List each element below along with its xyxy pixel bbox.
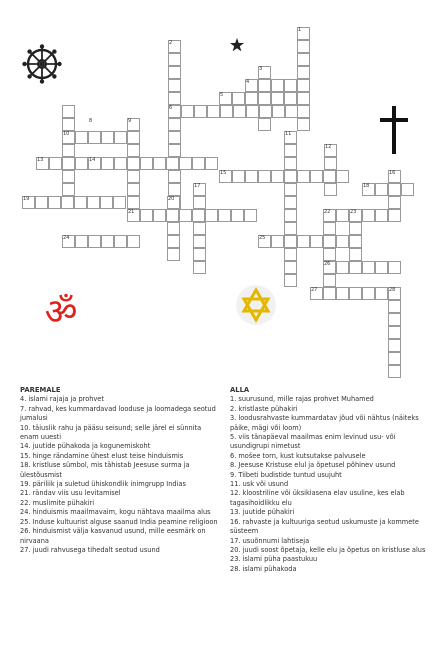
grid-cell[interactable] bbox=[140, 157, 153, 170]
grid-cell[interactable] bbox=[114, 235, 127, 248]
grid-cell[interactable] bbox=[349, 287, 362, 300]
grid-cell[interactable] bbox=[127, 235, 140, 248]
grid-cell[interactable] bbox=[284, 79, 297, 92]
grid-cell[interactable] bbox=[323, 222, 336, 235]
grid-cell[interactable] bbox=[284, 261, 297, 274]
clue-item: 11. usk või usund bbox=[230, 480, 289, 489]
grid-cell[interactable] bbox=[193, 222, 206, 235]
crescent-star-icon bbox=[203, 30, 251, 76]
grid-cell[interactable] bbox=[284, 170, 297, 183]
grid-cell[interactable] bbox=[323, 274, 336, 287]
latin-cross-icon bbox=[377, 104, 411, 156]
grid-cell[interactable] bbox=[74, 196, 87, 209]
grid-cell[interactable] bbox=[192, 157, 205, 170]
grid-cell[interactable] bbox=[336, 209, 349, 222]
grid-cell[interactable] bbox=[181, 105, 194, 118]
grid-cell[interactable] bbox=[168, 92, 181, 105]
grid-cell[interactable] bbox=[297, 79, 310, 92]
grid-cell[interactable] bbox=[193, 261, 206, 274]
clue-item: 21. rändav viis usu levitamisel bbox=[20, 489, 121, 498]
star-of-david-icon bbox=[234, 283, 278, 327]
grid-cell[interactable] bbox=[324, 157, 337, 170]
grid-cell[interactable] bbox=[207, 105, 220, 118]
clue-number: 16 bbox=[389, 170, 396, 176]
clue-number: 6 bbox=[169, 105, 173, 111]
grid-cell[interactable] bbox=[233, 105, 246, 118]
grid-cell[interactable] bbox=[168, 144, 181, 157]
clue-item: 27. juudi rahvusega tihedalt seotud usund bbox=[20, 545, 160, 554]
grid-cell[interactable] bbox=[167, 222, 180, 235]
grid-cell[interactable] bbox=[284, 92, 297, 105]
svg-text:ॐ: ॐ bbox=[44, 292, 78, 332]
grid-cell[interactable] bbox=[231, 209, 244, 222]
grid-cell[interactable] bbox=[232, 170, 245, 183]
grid-cell[interactable] bbox=[192, 209, 205, 222]
grid-cell[interactable] bbox=[168, 118, 181, 131]
grid-cell[interactable] bbox=[246, 105, 259, 118]
grid-cell[interactable] bbox=[168, 170, 181, 183]
grid-cell[interactable] bbox=[271, 92, 284, 105]
clue-number: 12 bbox=[325, 144, 332, 150]
grid-cell[interactable] bbox=[375, 287, 388, 300]
across-clues bbox=[20, 386, 218, 555]
clue-item: 4. islami rajaja ja prohvet bbox=[20, 395, 104, 404]
grid-cell[interactable] bbox=[375, 209, 388, 222]
grid-cell[interactable] bbox=[49, 157, 62, 170]
grid-cell[interactable] bbox=[375, 261, 388, 274]
grid-cell[interactable] bbox=[168, 53, 181, 66]
grid-cell[interactable] bbox=[168, 131, 181, 144]
clue-item: 8. Jeesuse Kristuse elul ja õpetusel põhinev usund bbox=[230, 461, 396, 470]
clue-item: 18. kristluse sümbol, mis tähistab Jeesuse surma ja ülestõusmist bbox=[20, 461, 190, 479]
grid-cell[interactable] bbox=[62, 144, 75, 157]
grid-cell[interactable] bbox=[336, 287, 349, 300]
clue-item: 26. hinduismist välja kasvanud usund, mille eesmärk on nirvaana bbox=[20, 527, 206, 545]
grid-cell[interactable] bbox=[193, 235, 206, 248]
grid-cell[interactable] bbox=[349, 261, 362, 274]
clue-number: 27 bbox=[311, 287, 318, 293]
grid-cell[interactable] bbox=[297, 92, 310, 105]
grid-cell[interactable] bbox=[62, 183, 75, 196]
clue-item: 12. kloostriline või üksikiasena elav usuline, kes elab tagasihoidlikku elu bbox=[230, 489, 405, 507]
across-heading: PAREMALE bbox=[20, 386, 61, 394]
grid-cell[interactable] bbox=[218, 209, 231, 222]
grid-cell[interactable] bbox=[271, 170, 284, 183]
grid-cell[interactable] bbox=[140, 209, 153, 222]
grid-cell[interactable] bbox=[153, 157, 166, 170]
grid-cell[interactable] bbox=[284, 157, 297, 170]
grid-cell[interactable] bbox=[127, 170, 140, 183]
clue-item: 5. viis tänapäeval maailmas enim levinud usu- või usundigrupi nimetust bbox=[230, 433, 396, 451]
grid-cell[interactable] bbox=[127, 196, 140, 209]
grid-cell[interactable] bbox=[48, 196, 61, 209]
grid-cell[interactable] bbox=[258, 118, 271, 131]
grid-cell[interactable] bbox=[101, 157, 114, 170]
clue-item: 1. suurusund, mille rajas prohvet Muhamed bbox=[230, 395, 374, 404]
grid-cell[interactable] bbox=[193, 196, 206, 209]
grid-cell[interactable] bbox=[62, 118, 75, 131]
grid-cell[interactable] bbox=[336, 235, 349, 248]
grid-cell[interactable] bbox=[244, 209, 257, 222]
grid-cell[interactable] bbox=[75, 131, 88, 144]
down-clues bbox=[230, 386, 428, 574]
grid-cell[interactable] bbox=[297, 53, 310, 66]
clue-number: 26 bbox=[324, 261, 331, 267]
grid-cell[interactable] bbox=[284, 235, 297, 248]
grid-cell[interactable] bbox=[388, 313, 401, 326]
grid-cell[interactable] bbox=[323, 170, 336, 183]
grid-cell[interactable] bbox=[179, 157, 192, 170]
grid-cell[interactable] bbox=[245, 92, 258, 105]
clue-number: 25 bbox=[259, 235, 266, 241]
grid-cell[interactable] bbox=[127, 131, 140, 144]
clue-number: 8 bbox=[89, 118, 93, 124]
grid-cell[interactable] bbox=[220, 105, 233, 118]
grid-cell[interactable] bbox=[205, 157, 218, 170]
grid-cell[interactable] bbox=[323, 287, 336, 300]
clue-item: 14. juutide pühakoda ja kogunemiskoht bbox=[20, 442, 151, 451]
grid-cell[interactable] bbox=[153, 209, 166, 222]
grid-cell[interactable] bbox=[362, 209, 375, 222]
grid-cell[interactable] bbox=[362, 261, 375, 274]
grid-cell[interactable] bbox=[62, 170, 75, 183]
grid-cell[interactable] bbox=[297, 105, 310, 118]
grid-cell[interactable] bbox=[284, 183, 297, 196]
clue-item: 22. muslimite pühakiri bbox=[20, 498, 95, 507]
grid-cell[interactable] bbox=[232, 92, 245, 105]
grid-cell[interactable] bbox=[388, 261, 401, 274]
grid-cell[interactable] bbox=[284, 196, 297, 209]
grid-cell[interactable] bbox=[167, 248, 180, 261]
clue-number: 20 bbox=[168, 196, 175, 202]
clue-item: 9. Tiibeti budistide tuntud usujuht bbox=[230, 470, 342, 479]
grid-cell[interactable] bbox=[100, 196, 113, 209]
clue-number: 11 bbox=[285, 131, 292, 137]
dharma-wheel-icon bbox=[22, 44, 62, 84]
grid-cell[interactable] bbox=[88, 131, 101, 144]
grid-cell[interactable] bbox=[61, 196, 74, 209]
clue-item: 10. täiuslik rahu ja pääsu seisund; selle järel ei sünnita enam uuesti bbox=[20, 423, 202, 442]
grid-cell[interactable] bbox=[284, 222, 297, 235]
clue-number: 4 bbox=[246, 79, 250, 85]
clue-number: 13 bbox=[37, 157, 44, 163]
grid-cell[interactable] bbox=[179, 209, 192, 222]
grid-cell[interactable] bbox=[272, 105, 285, 118]
clue-item: 15. hinge rändamine ühest elust teise hinduismis bbox=[20, 451, 184, 460]
grid-cell[interactable] bbox=[271, 79, 284, 92]
grid-cell[interactable] bbox=[114, 131, 127, 144]
grid-cell[interactable] bbox=[35, 196, 48, 209]
grid-cell[interactable] bbox=[349, 248, 362, 261]
grid-cell[interactable] bbox=[245, 170, 258, 183]
grid-cell[interactable] bbox=[284, 144, 297, 157]
clue-item: 19. päriliik ja suletud ühiskondlik inimgrupp Indias bbox=[20, 480, 186, 489]
grid-cell[interactable] bbox=[362, 287, 375, 300]
grid-cell[interactable] bbox=[258, 92, 271, 105]
clue-number: 21 bbox=[128, 209, 135, 215]
grid-cell[interactable] bbox=[297, 235, 310, 248]
grid-cell[interactable] bbox=[127, 157, 140, 170]
grid-cell[interactable] bbox=[349, 222, 362, 235]
grid-cell[interactable] bbox=[168, 183, 181, 196]
om-icon bbox=[40, 288, 82, 332]
grid-cell[interactable] bbox=[193, 248, 206, 261]
grid-cell[interactable] bbox=[388, 196, 401, 209]
clue-item: 28. islami pühakoda bbox=[230, 564, 297, 573]
grid-cell[interactable] bbox=[336, 261, 349, 274]
grid-cell[interactable] bbox=[75, 235, 88, 248]
clue-number: 3 bbox=[259, 66, 263, 72]
clue-number: 18 bbox=[363, 183, 370, 189]
down-heading: ALLA bbox=[230, 386, 250, 394]
grid-cell[interactable] bbox=[166, 209, 179, 222]
grid-cell[interactable] bbox=[113, 196, 126, 209]
clue-number: 28 bbox=[389, 287, 396, 293]
grid-cell[interactable] bbox=[388, 352, 401, 365]
clue-number: 5 bbox=[220, 92, 224, 98]
clue-item: 7. rahvad, kes kummardavad looduse ja loomadega seotud jumalusi bbox=[20, 404, 216, 423]
grid-cell[interactable] bbox=[194, 105, 207, 118]
grid-cell[interactable] bbox=[323, 248, 336, 261]
grid-cell[interactable] bbox=[388, 300, 401, 313]
grid-cell[interactable] bbox=[310, 170, 323, 183]
clue-item: 6. mošee torn, kust kutsutakse palvusele bbox=[230, 451, 366, 460]
grid-cell[interactable] bbox=[324, 183, 337, 196]
grid-cell[interactable] bbox=[114, 157, 127, 170]
grid-cell[interactable] bbox=[349, 235, 362, 248]
clue-number: 17 bbox=[194, 183, 201, 189]
grid-cell[interactable] bbox=[258, 79, 271, 92]
clue-item: 24. hinduismis maailmavaim, kogu nähtava maailma alus bbox=[20, 508, 211, 517]
grid-cell[interactable] bbox=[284, 248, 297, 261]
grid-cell[interactable] bbox=[388, 365, 401, 378]
grid-cell[interactable] bbox=[101, 235, 114, 248]
clue-number: 14 bbox=[89, 157, 96, 163]
grid-cell[interactable] bbox=[62, 157, 75, 170]
grid-cell[interactable] bbox=[127, 144, 140, 157]
grid-cell[interactable] bbox=[259, 105, 272, 118]
grid-cell[interactable] bbox=[336, 170, 349, 183]
grid-cell[interactable] bbox=[168, 66, 181, 79]
clue-item: 2. kristlaste pühakiri bbox=[230, 404, 298, 413]
grid-cell[interactable] bbox=[88, 235, 101, 248]
grid-cell[interactable] bbox=[168, 79, 181, 92]
clue-number: 23 bbox=[350, 209, 357, 215]
grid-cell[interactable] bbox=[258, 170, 271, 183]
clue-number: 24 bbox=[63, 235, 70, 241]
grid-cell[interactable] bbox=[297, 170, 310, 183]
clue-number: 2 bbox=[169, 40, 173, 46]
grid-cell[interactable] bbox=[297, 66, 310, 79]
clue-item: 16. rahvaste ja kultuuriga seotud uskumuste ja kommete süsteem bbox=[230, 517, 419, 536]
clue-number: 9 bbox=[128, 118, 132, 124]
clue-item: 3. loodusrahvaste kummardatav jõud või nähtus (näiteks päike, mägi või loom) bbox=[230, 414, 419, 432]
clue-number: 1 bbox=[298, 27, 302, 33]
grid-cell[interactable] bbox=[167, 235, 180, 248]
clue-number: 10 bbox=[63, 131, 70, 137]
grid-cell[interactable] bbox=[284, 209, 297, 222]
clue-number: 22 bbox=[324, 209, 331, 215]
clue-item: 17. usuõnnumi lahtiseja bbox=[230, 536, 310, 545]
grid-cell[interactable] bbox=[62, 105, 75, 118]
grid-cell[interactable] bbox=[388, 339, 401, 352]
grid-cell[interactable] bbox=[205, 209, 218, 222]
grid-cell[interactable] bbox=[297, 118, 310, 131]
grid-cell[interactable] bbox=[323, 235, 336, 248]
grid-cell[interactable] bbox=[375, 183, 388, 196]
clue-item: 20. juudi soost õpetaja, kelle elu ja õpetus on kristluse alus bbox=[230, 545, 426, 554]
grid-cell[interactable] bbox=[284, 274, 297, 287]
clue-item: 13. juutide pühakiri bbox=[230, 508, 295, 517]
grid-cell[interactable] bbox=[87, 196, 100, 209]
grid-cell[interactable] bbox=[166, 157, 179, 170]
grid-cell[interactable] bbox=[297, 40, 310, 53]
clue-item: 23. islami püha paastukuu bbox=[230, 555, 318, 564]
grid-cell[interactable] bbox=[401, 183, 414, 196]
grid-cell[interactable] bbox=[101, 131, 114, 144]
grid-cell[interactable] bbox=[285, 105, 298, 118]
clue-item: 25. Induse kultuurist alguse saanud India peamine religioon bbox=[20, 517, 218, 526]
grid-cell[interactable] bbox=[388, 209, 401, 222]
grid-cell[interactable] bbox=[75, 157, 88, 170]
grid-cell[interactable] bbox=[271, 235, 284, 248]
grid-cell[interactable] bbox=[310, 235, 323, 248]
grid-cell[interactable] bbox=[127, 183, 140, 196]
grid-cell[interactable] bbox=[388, 326, 401, 339]
grid-cell[interactable] bbox=[388, 183, 401, 196]
clue-number: 19 bbox=[23, 196, 30, 202]
clue-number: 15 bbox=[220, 170, 227, 176]
